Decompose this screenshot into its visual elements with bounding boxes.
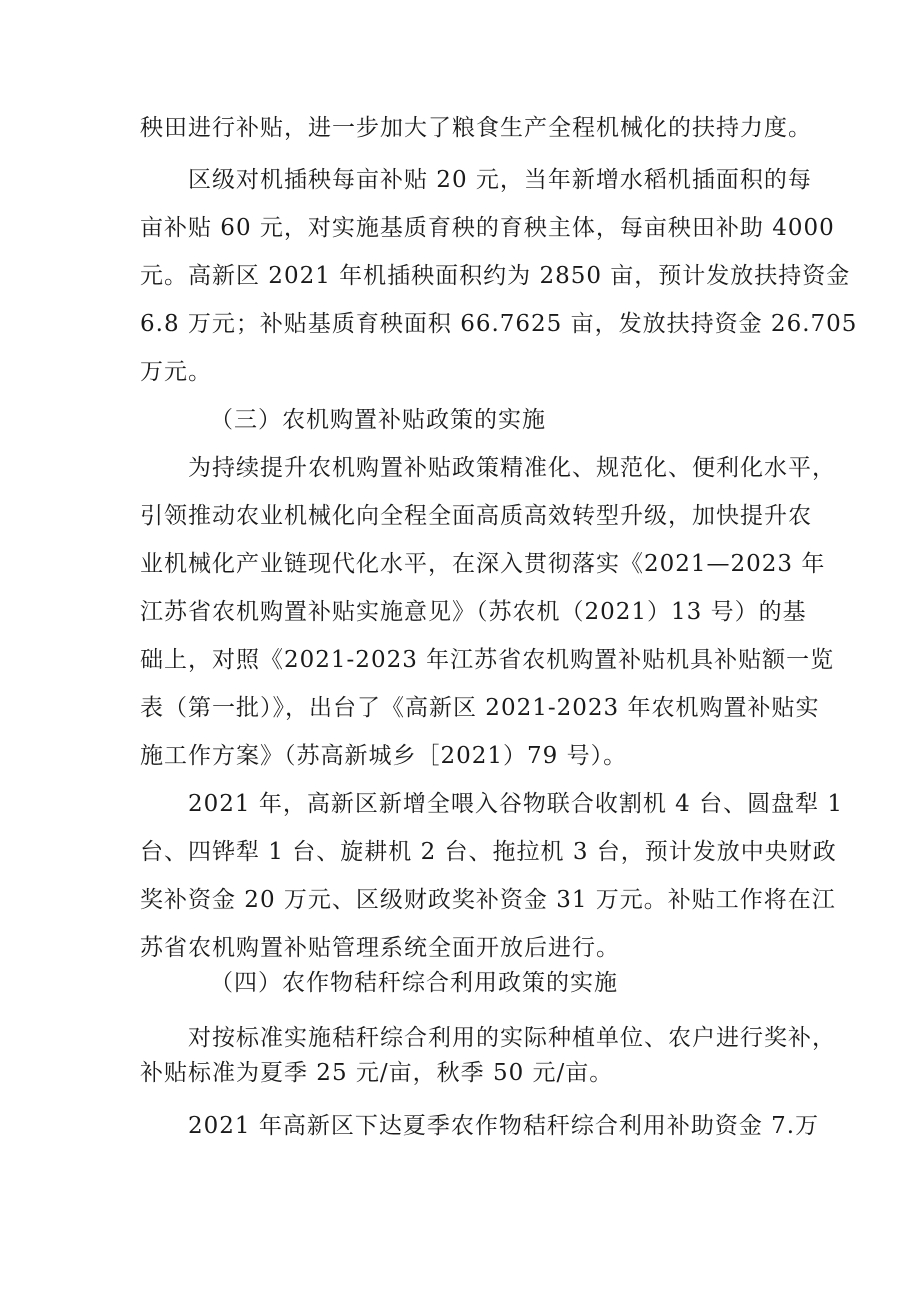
section-heading: （四）农作物秸秆综合利用政策的实施 [210, 970, 618, 996]
paragraph-first-line: 区级对机插秧每亩补贴 20 元，当年新增水稻机插面积的每 [188, 167, 812, 193]
paragraph-first-line: 2021 年高新区下达夏季农作物秸秆综合利用补助资金 7.万 [188, 1113, 820, 1139]
text-line: 苏省农机购置补贴管理系统全面开放后进行。 [140, 935, 620, 961]
text-line: 础上，对照《2021-2023 年江苏省农机购置补贴机具补贴额一览 [140, 647, 835, 673]
text-line: 秧田进行补贴，进一步加大了粮食生产全程机械化的扶持力度。 [140, 115, 812, 141]
section-heading: （三）农机购置补贴政策的实施 [210, 407, 546, 433]
text-line: 元。高新区 2021 年机插秧面积约为 2850 亩，预计发放扶持资金 [140, 263, 851, 289]
text-line: 奖补资金 20 万元、区级财政奖补资金 31 万元。补贴工作将在江 [140, 887, 836, 913]
text-line: 江苏省农机购置补贴实施意见》（苏农机（2021）13 号）的基 [140, 599, 807, 625]
text-line: 亩补贴 60 元，对实施基质育秧的育秧主体，每亩秧田补助 4000 [140, 215, 835, 241]
paragraph-first-line: 2021 年，高新区新增全喂入谷物联合收割机 4 台、圆盘犁 1 [188, 791, 844, 817]
text-line: 补贴标准为夏季 25 元/亩，秋季 50 元/亩。 [140, 1060, 614, 1086]
text-line: 台、四铧犁 1 台、旋耕机 2 台、拖拉机 3 台，预计发放中央财政 [140, 839, 837, 865]
paragraph-first-line: 为持续提升农机购置补贴政策精准化、规范化、便利化水平， [188, 455, 836, 481]
text-line: 表（第一批）》，出台了《高新区 2021-2023 年农机购置补贴实 [140, 695, 820, 721]
paragraph-first-line: 对按标准实施秸秆综合利用的实际种植单位、农户进行奖补， [188, 1025, 836, 1051]
text-line: 业机械化产业链现代化水平，在深入贯彻落实《2021—2023 年 [140, 551, 826, 577]
text-line: 引领推动农业机械化向全程全面高质高效转型升级，加快提升农 [140, 503, 812, 529]
text-line: 6.8 万元；补贴基质育秧面积 66.7625 亩，发放扶持资金 26.705 [140, 311, 858, 337]
text-line: 施工作方案》（苏高新城乡［2021）79 号）。 [140, 743, 628, 769]
text-line: 万元。 [140, 359, 212, 385]
